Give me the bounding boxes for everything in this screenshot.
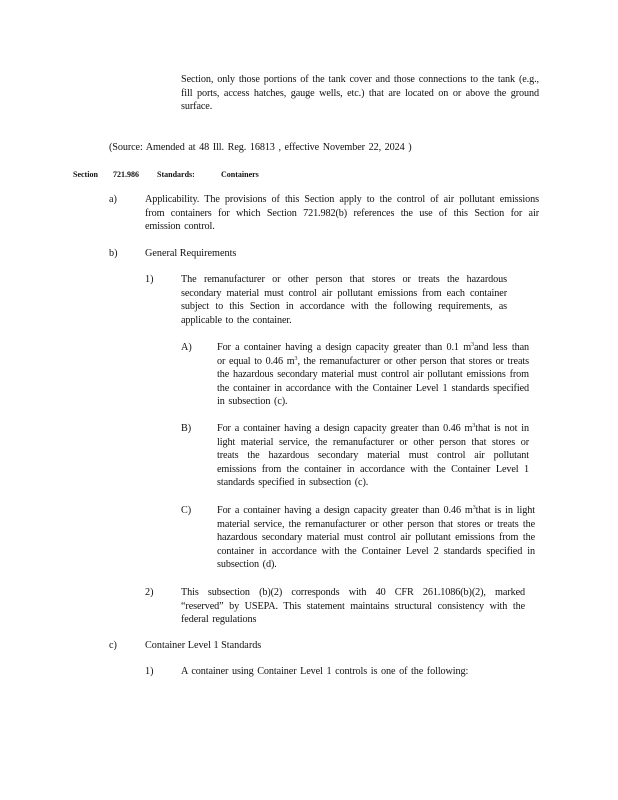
subsection-b-heading: General Requirements <box>145 248 237 259</box>
cubic-exponent: 3 <box>472 505 476 511</box>
intro-paragraph: Section, only those portions of the tank cover and those connections to the tank (e.g., fill ports, access hatches, gauge wells, etc.) that are located on or above the ground surface. <box>181 74 539 113</box>
subsection-b2-text: This subsection (b)(2) corresponds with 40 CFR 261.1086(b)(2), marked “reserved” by USEPA. This statement maintains structural consistency with the federal regulations <box>181 587 525 626</box>
subsection-a-text: Applicability. The provisions of this Section apply to the control of air pollutant emissions from containers for which Section 721.982(b) references the use of this Section for air emission control. <box>145 194 539 233</box>
subsection-c1-label: 1) <box>145 666 154 677</box>
subsection-b1a-label: A) <box>181 342 192 353</box>
subsection-b1c-text: For a container having a design capacity greater than 0.46 $m^3that$ is in light material service, the remanufacturer or other person that stores or treats the hazardous secondary material must control air pollutant emissions from the container in accordance with the Container Level 2 standards specified in subsection (d). <box>217 505 535 571</box>
cubic-exponent: 3 <box>471 342 474 348</box>
subsection-b2-label: 2) <box>145 587 154 598</box>
subsection-c-heading: Container Level 1 Standards <box>145 640 262 651</box>
cubic-exponent: 3 <box>472 423 476 429</box>
section-word: Section <box>73 170 98 179</box>
subsection-c-label: c) <box>109 640 117 651</box>
subsection-b1-label: 1) <box>145 274 154 285</box>
section-number: 721.986 <box>113 170 139 179</box>
subsection-b1c-label: C) <box>181 505 192 516</box>
subsection-c1-text: A container using Container Level 1 controls is one of the following: <box>181 666 469 677</box>
subsection-a-label: a) <box>109 194 117 205</box>
cubic-exponent: 3 <box>294 355 298 362</box>
subsection-b1b-text: For a container having a design capacity greater than 0.46 $m^3that$ is not in light material service, the remanufacturer or other person that stores or treats the hazardous secondary material must control air pollutant emissions from the container in accordance with the Container Level 1 standards specified in subsection (c). <box>217 423 529 489</box>
subsection-b1a-text: For a container having a design capacity greater than 0.1 $m^3and$ less than or equal to 0.46 $m^3$, the remanufacturer or other person that stores or treats the hazardous secondary material must control air pollutant emissions from the container in accordance with the Container Level 1 standards specified in subsection (c). <box>217 342 529 408</box>
subsection-b-label: b) <box>109 248 118 259</box>
section-title-part-2: Containers <box>221 170 259 179</box>
subsection-b1b-label: B) <box>181 423 192 434</box>
source-note: (Source: Amended at 48 Ill. Reg. 16813 , effective November 22, 2024 ) <box>109 142 412 153</box>
subsection-b1-text: The remanufacturer or other person that stores or treats the hazardous secondary material must control air pollutant emissions from each container subject to this Section in accordance with the following requirements, as applicable to the container. <box>181 274 507 326</box>
section-title-part-1: Standards: <box>157 170 195 179</box>
